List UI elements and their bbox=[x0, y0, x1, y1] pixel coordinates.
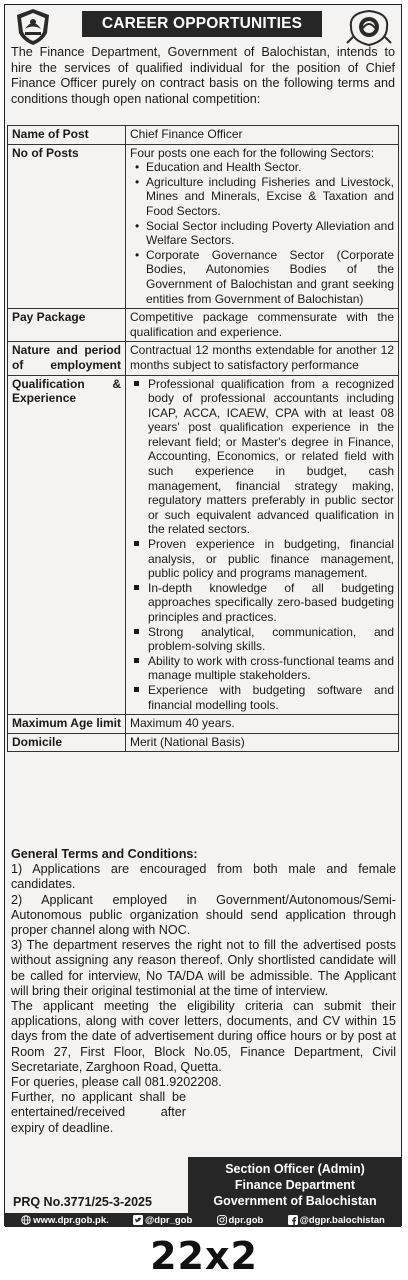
instagram-icon bbox=[217, 1215, 227, 1225]
table-row bbox=[8, 309, 399, 342]
signature-block bbox=[188, 1157, 402, 1213]
table-row bbox=[8, 126, 399, 145]
header bbox=[5, 5, 401, 49]
instagram-link[interactable] bbox=[217, 1215, 264, 1226]
row-value: Chief Finance Officer bbox=[126, 126, 399, 145]
posts-intro: Four posts one each for the following Sectors: bbox=[130, 145, 375, 160]
signature-government: Government of Balochistan bbox=[213, 1194, 377, 1208]
website-link[interactable] bbox=[21, 1215, 109, 1226]
row-label: Domicile bbox=[8, 733, 126, 752]
table-row bbox=[8, 715, 399, 734]
row-label: Maximum Age limit bbox=[8, 715, 126, 734]
list-item: Ability to work with cross-functional teams and manage multiple stakeholders. bbox=[130, 654, 394, 683]
terms-paragraph: Further, no applicant shall be entertained/received after expiry of deadline. bbox=[11, 1090, 186, 1135]
row-value bbox=[126, 375, 399, 715]
list-item: Professional qualification from a recognized body of professional accountants including ICAP, ACCA, ICAEW, CPA with at least 08 years' post qualification experience in the relevant field; or Master's degree in Finance, Accounting, Economics, or related field with such experience in budget, cash management, financial strategy making, regulatory matters preferably in public sector or such equivalent advanced qualification in the related sectors. bbox=[130, 377, 394, 538]
list-item: Proven experience in budgeting, financial analysis, or public finance management, public policy and programs management. bbox=[130, 537, 394, 581]
government-emblem-icon bbox=[13, 7, 53, 47]
list-item: • Education and Health Sector. bbox=[130, 160, 394, 175]
row-value bbox=[126, 144, 399, 309]
signature-title: Section Officer (Admin) bbox=[225, 1162, 365, 1176]
row-value: Contractual 12 months extendable for another 12 months subject to satisfactory performance bbox=[126, 342, 399, 375]
prq-number: PRQ No.3771/25-3-2025 bbox=[13, 1195, 152, 1209]
terms-paragraph: 2) Applicant employed in Government/Autonomous/Semi-Autonomous public organization should send application through proper channel along with NOC. bbox=[11, 892, 396, 938]
list-item: • Corporate Governance Sector (Corporate Bodies, Autonomies Bodies of the Government of Balochistan and grant seeking entities from Government of Balochistan) bbox=[130, 248, 394, 306]
terms-paragraph: The applicant meeting the eligibility criteria can submit their applications, along with cover letters, documents, and CV within 15 days from the date of advertisement during office hours or by post at Room 27, First Floor, Block No.05, Finance Department, Civil Secretariate, Zarghoon Road, Quetta. bbox=[11, 999, 396, 1074]
ad-size-label: 22x2 bbox=[150, 1234, 258, 1278]
signature-department: Finance Department bbox=[234, 1178, 356, 1192]
job-details-table bbox=[7, 125, 399, 752]
terms-section bbox=[11, 847, 396, 1136]
row-value: Maximum 40 years. bbox=[126, 715, 399, 734]
instagram-text: dpr.gob bbox=[228, 1214, 264, 1226]
row-label: Qualification & Experience bbox=[8, 375, 126, 715]
website-text: www.dpr.gob.pk. bbox=[33, 1214, 109, 1226]
list-item: • Social Sector including Poverty Alleviation and Welfare Sectors. bbox=[130, 219, 394, 248]
terms-title: General Terms and Conditions: bbox=[11, 847, 198, 861]
table-row bbox=[8, 144, 399, 309]
row-label: Name of Post bbox=[8, 126, 126, 145]
facebook-icon bbox=[288, 1215, 298, 1225]
terms-paragraph: 1) Applications are encouraged from both male and female candidates. bbox=[11, 862, 396, 892]
advertisement bbox=[4, 4, 402, 1226]
facebook-text: @dgpr.balochistan bbox=[299, 1214, 385, 1226]
terms-paragraph: 3) The department reserves the right not to fill the advertised posts without assigning any reason thereof. Only shortlisted candidate will be called for interview, No TA/DA will be admissible. The Applicant will bring their original testimonial at the time of interview. bbox=[11, 938, 396, 998]
row-value: Competitive package commensurate with the qualification and experience. bbox=[126, 309, 399, 342]
list-item: Strong analytical, communication, and problem-solving skills. bbox=[130, 625, 394, 654]
list-item: In-depth knowledge of all budgeting approaches specifically zero-based budgeting principles and practices. bbox=[130, 581, 394, 625]
facebook-link[interactable] bbox=[288, 1215, 385, 1226]
twitter-icon bbox=[133, 1215, 143, 1225]
row-label: No of Posts bbox=[8, 144, 126, 309]
intro-paragraph: The Finance Department, Government of Balochistan, intends to hire the services of qualified individual for the position of Chief Finance Officer purely on contract basis on the following terms and conditions though open national competition: bbox=[11, 45, 395, 106]
row-label: Nature and period of employment bbox=[8, 342, 126, 375]
row-value: Merit (National Basis) bbox=[126, 733, 399, 752]
list-item: Experience with budgeting software and financial modelling tools. bbox=[130, 683, 394, 712]
table-row bbox=[8, 375, 399, 715]
sectors-list bbox=[130, 160, 394, 306]
list-item: • Agriculture including Fisheries and Livestock, Mines and Minerals, Excise & Taxation and Food Sectors. bbox=[130, 175, 394, 219]
twitter-text: @dpr_gob bbox=[145, 1214, 193, 1226]
qualification-list bbox=[130, 377, 394, 713]
row-label: Pay Package bbox=[8, 309, 126, 342]
terms-paragraph: For queries, please call 081.9202208. bbox=[11, 1075, 222, 1090]
table-row bbox=[8, 342, 399, 375]
table-row bbox=[8, 733, 399, 752]
footer-bar bbox=[5, 1213, 401, 1227]
page-title: CAREER OPPORTUNITIES bbox=[82, 11, 322, 37]
twitter-link[interactable] bbox=[133, 1215, 192, 1226]
department-seal-icon bbox=[345, 7, 393, 47]
globe-icon bbox=[21, 1215, 31, 1225]
